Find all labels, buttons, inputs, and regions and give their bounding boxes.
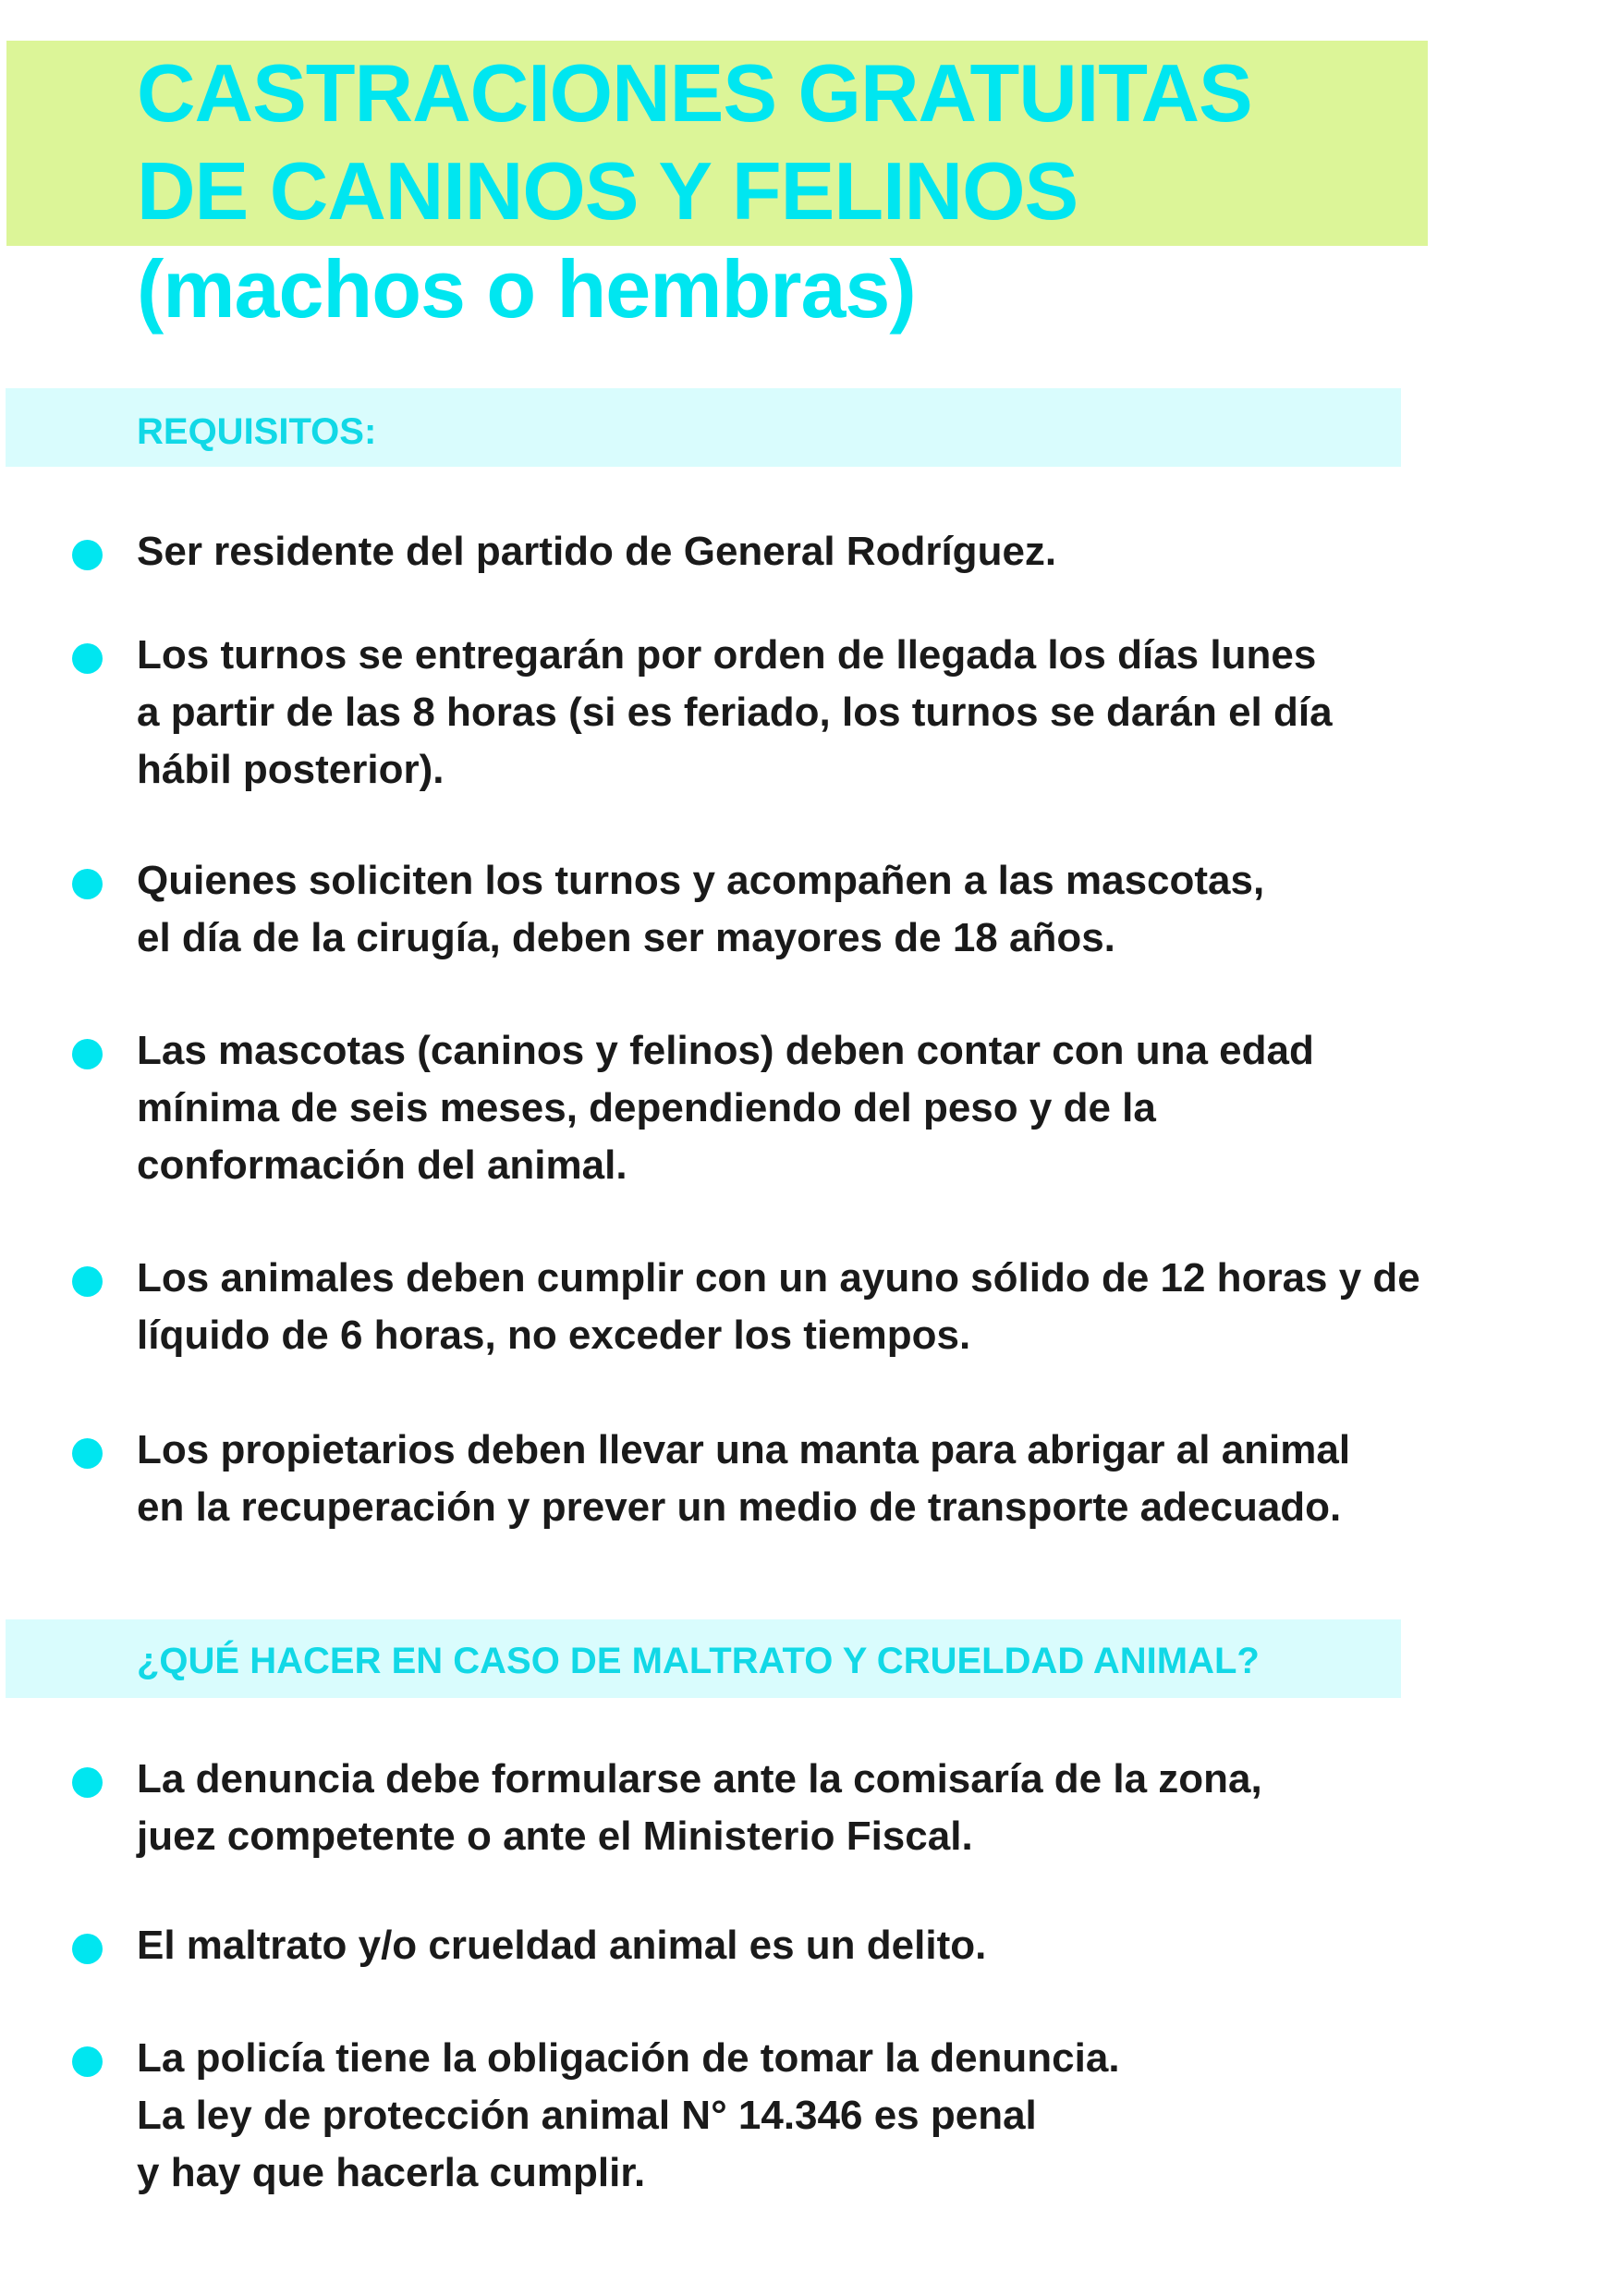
requisito-item xyxy=(0,627,1620,792)
maltrato-item xyxy=(0,1751,1620,1859)
requisito-text: Quienes soliciten los turnos y acompañen a las mascotas, el día de la cirugía, deben ser mayores de 18 años. xyxy=(137,858,1265,960)
requisito-item xyxy=(0,523,1620,574)
title-line-3: (machos o hembras) xyxy=(137,243,916,335)
title-line-1: CASTRACIONES GRATUITAS xyxy=(137,47,1252,139)
maltrato-item xyxy=(0,2030,1620,2195)
requisito-text: Ser residente del partido de General Rodríguez. xyxy=(137,529,1057,574)
title-line-2: DE CANINOS Y FELINOS xyxy=(137,145,1078,237)
requisito-text: Los propietarios deben llevar una manta para abrigar al animal en la recuperación y prever un medio de transporte adecuado. xyxy=(137,1427,1351,1530)
requisito-text: Los turnos se entregarán por orden de llegada los días lunes a partir de las 8 horas (si es feriado, los turnos se darán el día hábil posterior). xyxy=(137,632,1333,792)
requisito-text: Las mascotas (caninos y felinos) deben contar con una edad mínima de seis meses, dependiendo del peso y de la conformación del animal. xyxy=(137,1028,1314,1188)
requisito-item xyxy=(0,852,1620,960)
maltrato-text: La denuncia debe formularse ante la comisaría de la zona, juez competente o ante el Ministerio Fiscal. xyxy=(137,1756,1262,1859)
maltrato-text: La policía tiene la obligación de tomar la denuncia. La ley de protección animal N° 14.346 es penal y hay que hacerla cumplir. xyxy=(137,2035,1120,2195)
bullet-dot-icon xyxy=(72,1767,103,1798)
requisito-item xyxy=(0,1422,1620,1530)
page-title xyxy=(137,44,1252,338)
bullet-dot-icon xyxy=(72,2046,103,2077)
bullet-dot-icon xyxy=(72,1438,103,1469)
requisito-item xyxy=(0,1250,1620,1358)
maltrato-item xyxy=(0,1917,1620,1968)
requisito-text: Los animales deben cumplir con un ayuno sólido de 12 horas y de líquido de 6 horas, no exceder los tiempos. xyxy=(137,1255,1420,1358)
maltrato-text: El maltrato y/o crueldad animal es un delito. xyxy=(137,1923,987,1968)
requisito-item xyxy=(0,1022,1620,1188)
bullet-dot-icon xyxy=(72,869,103,899)
maltrato-heading: ¿QUÉ HACER EN CASO DE MALTRATO Y CRUELDAD ANIMAL? xyxy=(137,1641,1260,1681)
bullet-dot-icon xyxy=(72,1934,103,1964)
requisitos-heading: REQUISITOS: xyxy=(137,411,377,452)
bullet-dot-icon xyxy=(72,1266,103,1297)
bullet-dot-icon xyxy=(72,643,103,674)
bullet-dot-icon xyxy=(72,1039,103,1069)
bullet-dot-icon xyxy=(72,540,103,570)
